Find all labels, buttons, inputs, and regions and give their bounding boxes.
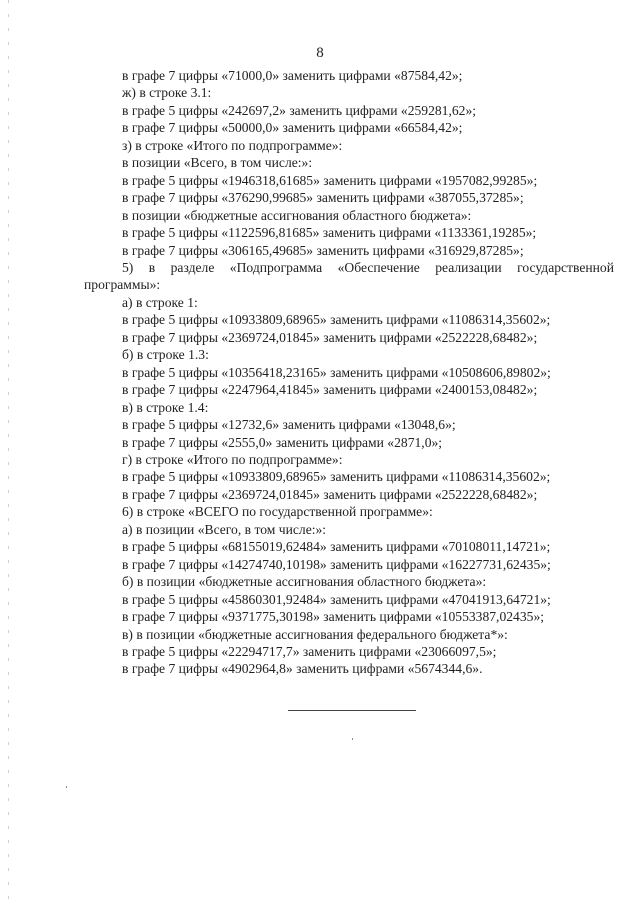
text-line: в графе 7 цифры «2369724,01845» заменить цифрами «2522228,68482»; bbox=[122, 329, 538, 345]
text-line: в графе 7 цифры «71000,0» заменить цифрами «87584,42»; bbox=[122, 68, 463, 83]
text-line: в графе 5 цифры «22294717,7» заменить цифрами «23066097,5»; bbox=[122, 643, 497, 659]
text-line: в графе 7 цифры «2555,0» заменить цифрами «2871,0»; bbox=[122, 434, 443, 450]
text-line: в графе 5 цифры «10933809,68965» заменить цифрами «11086314,35602»; bbox=[122, 312, 551, 328]
page-number: 8 bbox=[316, 45, 324, 61]
text-line: ж) в строке 3.1: bbox=[122, 85, 212, 101]
text-line: в графе 7 цифры «376290,99685» заменить цифрами «387055,37285»; bbox=[122, 190, 524, 206]
text-line: в графе 5 цифры «45860301,92484» заменить цифрами «47041913,64721»; bbox=[122, 591, 551, 607]
text-line: в графе 7 цифры «2369724,01845» заменить цифрами «2522228,68482»; bbox=[122, 486, 538, 502]
text-line: в графе 5 цифры «10933809,68965» заменить цифрами «11086314,35602»; bbox=[122, 469, 551, 485]
text-line: в графе 7 цифры «2247964,41845» заменить цифрами «2400153,08482»; bbox=[122, 382, 538, 398]
text-line: в графе 5 цифры «1122596,81685» заменить цифрами «1133361,19285»; bbox=[122, 225, 537, 241]
scan-edge-marks bbox=[8, 0, 9, 905]
text-line: а) в строке 1: bbox=[122, 294, 198, 310]
text-line: а) в позиции «Всего, в том числе:»: bbox=[122, 521, 327, 537]
text-line: 6) в строке «ВСЕГО по государственной программе»: bbox=[122, 504, 433, 520]
text-line: б) в позиции «бюджетные ассигнования областного бюджета»: bbox=[122, 574, 487, 590]
text-line: в графе 7 цифры «50000,0» заменить цифрами «66584,42»; bbox=[122, 120, 463, 136]
text-line: в графе 5 цифры «1946318,61685» заменить цифрами «1957082,99285»; bbox=[122, 172, 538, 188]
text-line: в графе 7 цифры «9371775,30198» заменить цифрами «10553387,02435»; bbox=[122, 609, 545, 625]
text-line: в графе 5 цифры «12732,6» заменить цифрами «13048,6»; bbox=[122, 417, 456, 433]
text-line: в позиции «Всего, в том числе:»: bbox=[122, 155, 313, 171]
footer-rule bbox=[288, 710, 416, 711]
text-line: б) в строке 1.3: bbox=[122, 347, 209, 363]
text-line: в) в позиции «бюджетные ассигнования федерального бюджета*»: bbox=[122, 626, 508, 642]
document-body bbox=[84, 67, 614, 678]
text-line: в графе 5 цифры «242697,2» заменить цифрами «259281,62»; bbox=[122, 102, 477, 118]
section-heading-line: 5) в разделе «Подпрограмма «Обеспечение реализации государственной bbox=[122, 259, 614, 275]
text-line: в) в строке 1.4: bbox=[122, 399, 209, 415]
text-line: в позиции «бюджетные ассигнования областного бюджета»: bbox=[122, 207, 472, 223]
text-line: в графе 5 цифры «10356418,23165» заменить цифрами «10508606,89802»; bbox=[122, 364, 551, 380]
text-line: г) в строке «Итого по подпрограмме»: bbox=[122, 451, 343, 467]
section-heading-continuation: программы»: bbox=[84, 277, 161, 293]
text-line: в графе 7 цифры «306165,49685» заменить цифрами «316929,87285»; bbox=[122, 242, 524, 258]
scan-speck bbox=[352, 738, 353, 740]
text-line: в графе 7 цифры «14274740,10198» заменить цифрами «16227731,62435»; bbox=[122, 556, 551, 572]
text-line: в графе 7 цифры «4902964,8» заменить цифрами «5674344,6». bbox=[122, 661, 483, 677]
text-line: в графе 5 цифры «68155019,62484» заменить цифрами «70108011,14721»; bbox=[122, 539, 551, 555]
text-line: з) в строке «Итого по подпрограмме»: bbox=[122, 137, 343, 153]
scan-speck bbox=[66, 786, 67, 788]
